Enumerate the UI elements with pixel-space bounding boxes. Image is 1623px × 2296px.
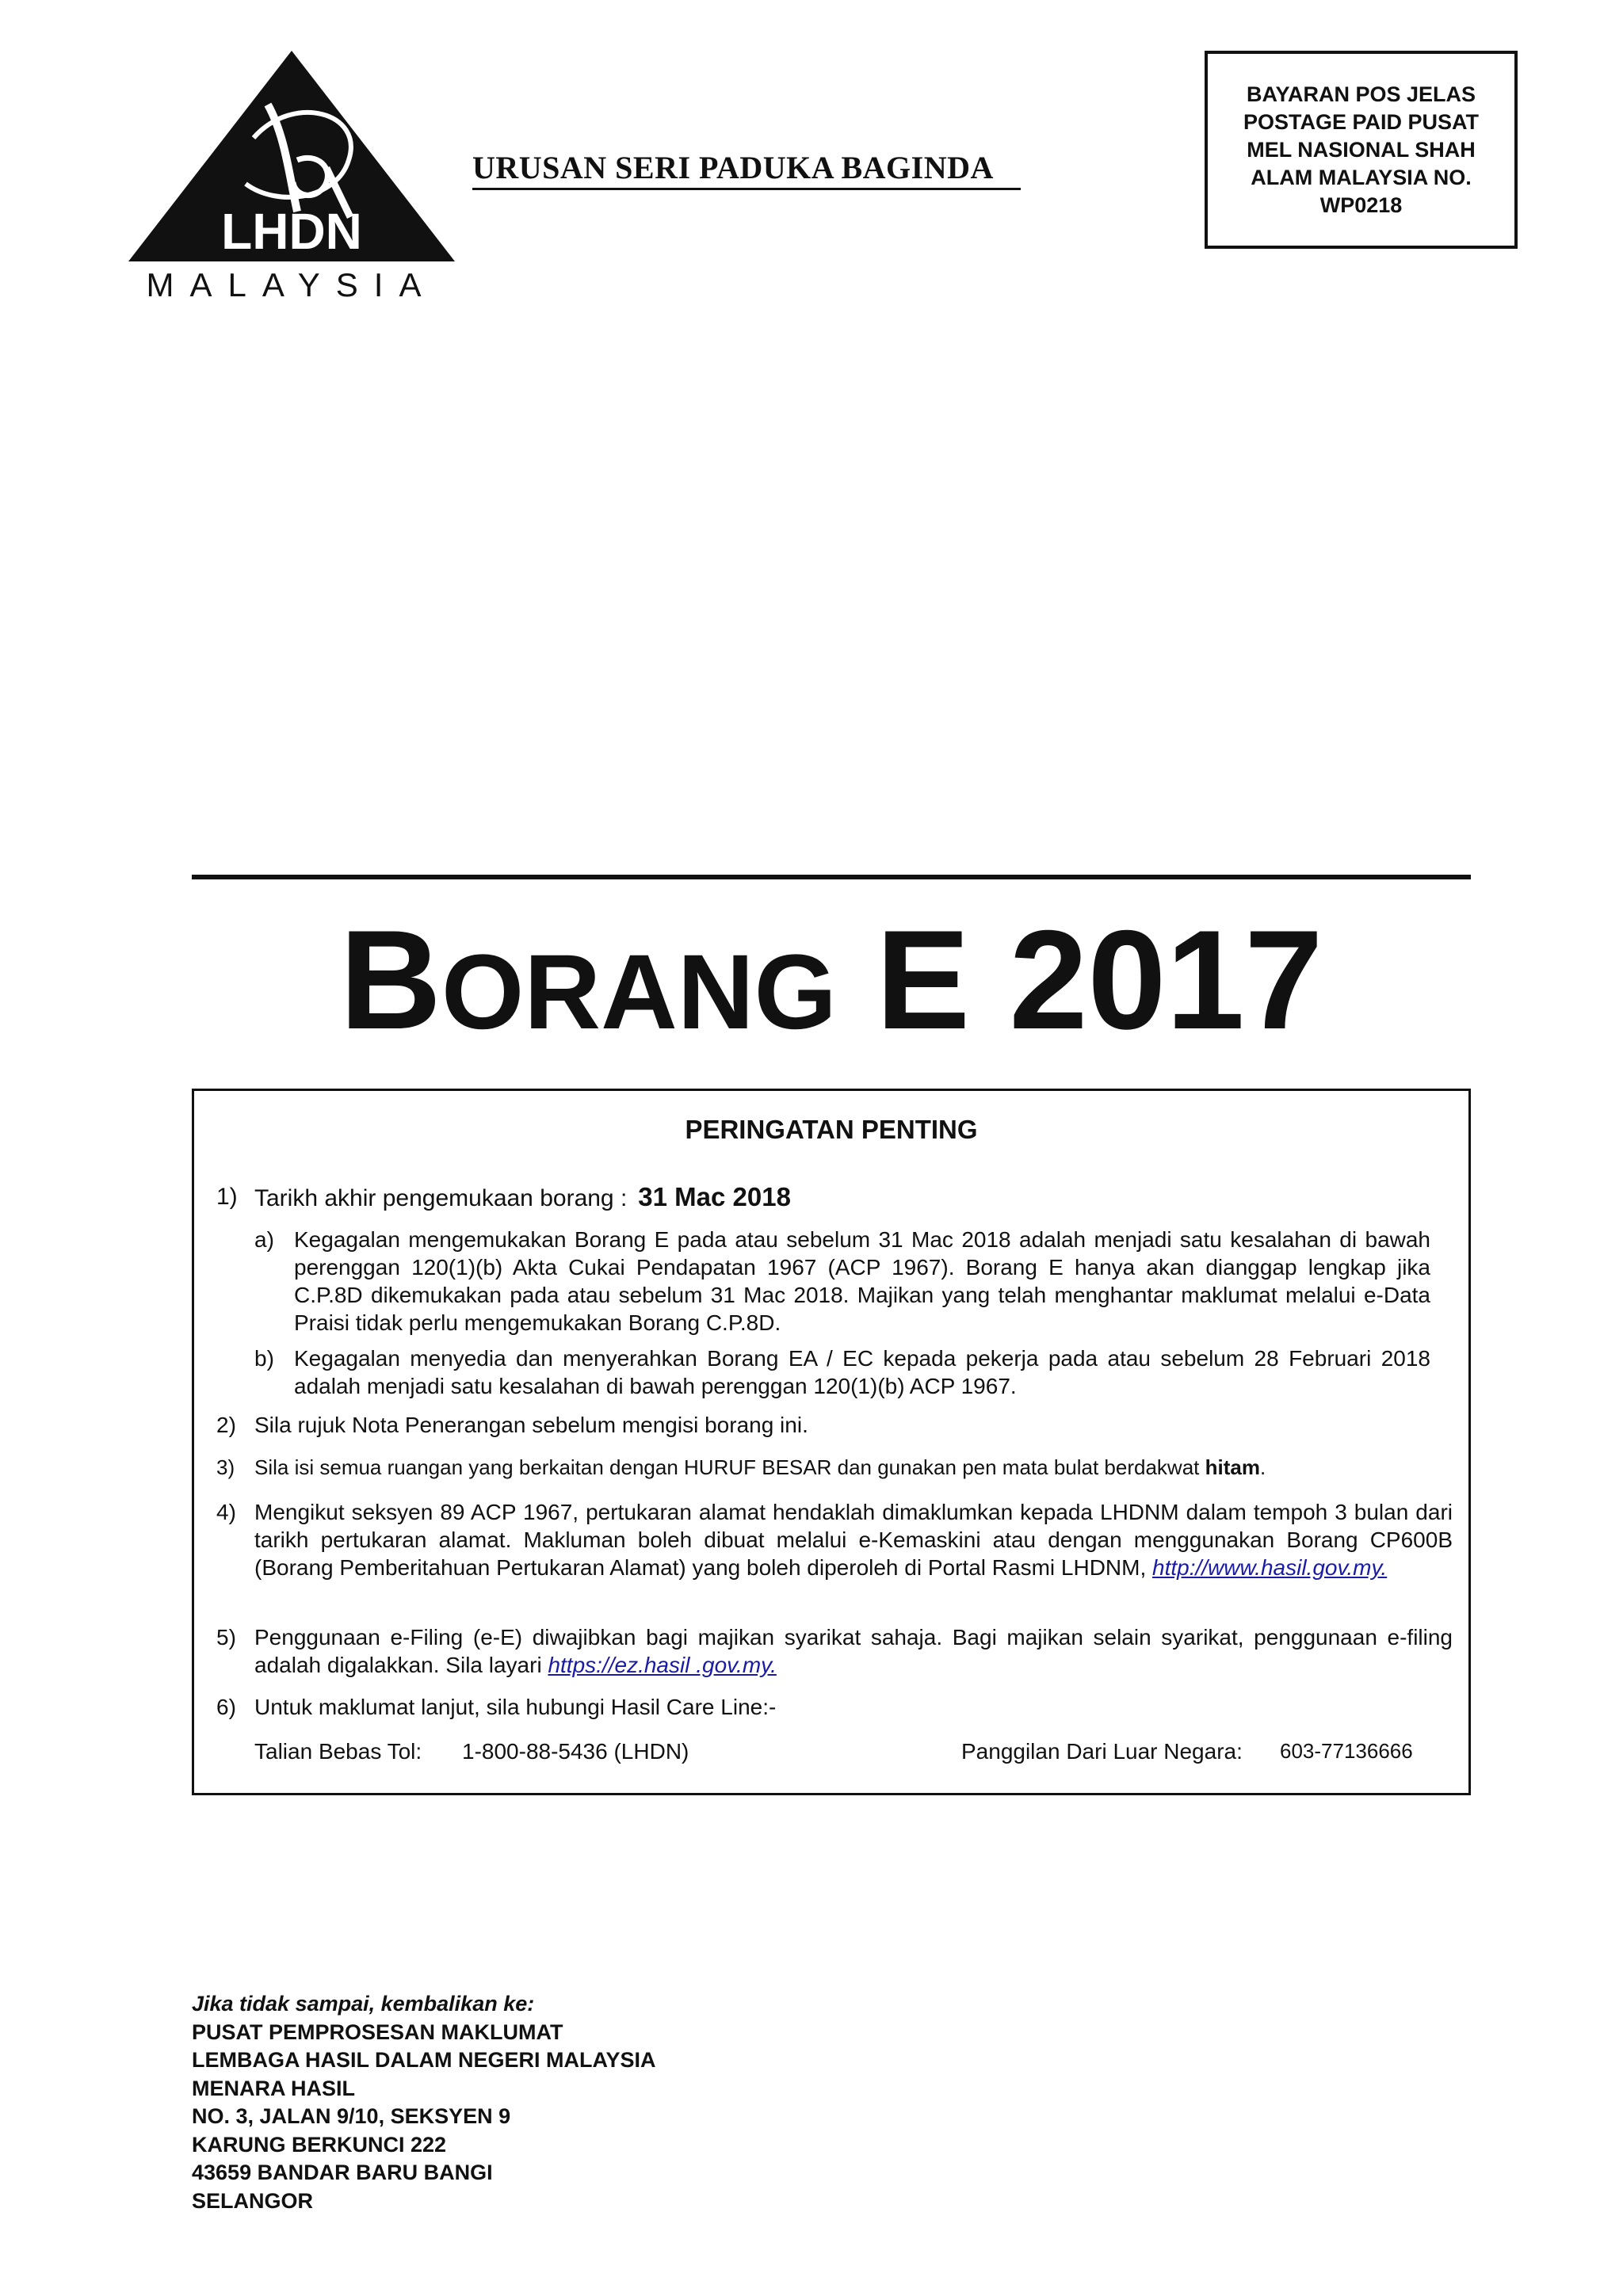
form-title-suffix: E 2017 (836, 901, 1323, 1058)
deadline-label: Tarikh akhir pengemukaan borang : (254, 1185, 628, 1211)
helpline-row (216, 1737, 1453, 1765)
title-divider (192, 875, 1471, 879)
form-title-smallcaps: ORANG (441, 933, 837, 1051)
notice-item-1a (254, 1226, 1430, 1337)
return-address-line: 43659 BANDAR BARU BANGI (192, 2161, 493, 2184)
notice-item-3 (216, 1454, 1453, 1482)
lhdn-logo (127, 49, 460, 303)
item-bold-text: hitam (1205, 1455, 1260, 1479)
item-text: Untuk maklumat lanjut, sila hubungi Hasil Care Line:- (254, 1695, 777, 1719)
form-title (192, 901, 1471, 1063)
sub-item-text: Kegagalan menyedia dan menyerahkan Borang EA / EC kepada pekerja pada atau sebelum 28 Februari 2018 adalah menjadi satu kesalahan di bawah perenggan 120(1)(b) ACP 1967. (294, 1346, 1430, 1398)
item-number: 5) (216, 1625, 236, 1650)
sub-item-letter: b) (254, 1346, 274, 1371)
logo-text: LHDN (221, 203, 362, 260)
efiling-link[interactable]: https://ez.hasil .gov.my. (548, 1653, 777, 1677)
return-address (192, 1990, 656, 2215)
notice-heading: PERINGATAN PENTING (685, 1115, 978, 1144)
postage-line: ALAM MALAYSIA NO. (1251, 165, 1472, 189)
service-title: URUSAN SERI PADUKA BAGINDA (472, 149, 1021, 190)
overseas-label: Panggilan Dari Luar Negara: (961, 1739, 1243, 1764)
portal-link[interactable]: http://www.hasil.gov.my. (1152, 1555, 1388, 1580)
postage-line: POSTAGE PAID PUSAT (1243, 109, 1480, 134)
item-text: Sila isi semua ruangan yang berkaitan dengan HURUF BESAR dan gunakan pen mata bulat berdakwat (254, 1455, 1205, 1479)
deadline-date: 31 Mac 2018 (638, 1182, 791, 1211)
item-number: 4) (216, 1500, 236, 1524)
lhdn-logo-emblem-icon (127, 49, 460, 303)
tollfree-number: 1-800-88-5436 (LHDN) (462, 1739, 689, 1764)
overseas-number: 603-77136666 (1280, 1739, 1413, 1763)
item-number: 2) (216, 1413, 236, 1437)
postage-line: BAYARAN POS JELAS (1246, 82, 1476, 106)
item-text: Mengikut seksyen 89 ACP 1967, pertukaran alamat hendaklah dimaklumkan kepada LHDNM dalam tempoh 3 bulan dari tarikh pertukaran alamat. Makluman boleh dibuat melalui e-Kemaskini atau dengan menggunakan Borang CP600B (Borang Pemberitahuan Pertukaran Alamat) yang boleh diperoleh di Portal Rasmi LHDNM, (254, 1500, 1453, 1580)
notice-item-1b (254, 1344, 1430, 1400)
return-address-line: LEMBAGA HASIL DALAM NEGERI MALAYSIA (192, 2048, 656, 2072)
sub-item-letter: a) (254, 1227, 274, 1252)
notice-item-6 (216, 1693, 1453, 1721)
notice-item-2 (216, 1411, 1453, 1439)
sub-item-text: Kegagalan mengemukakan Borang E pada atau sebelum 31 Mac 2018 adalah menjadi satu kesalahan di bawah perenggan 120(1)(b) Akta Cukai Pendapatan 1967 (ACP 1967). Borang E hanya akan dianggap lengkap jika C.P.8D dikemukakan pada atau sebelum 31 Mac 2018. Majikan yang telah menghantar maklumat melalui e-Data Praisi tidak perlu mengemukakan Borang C.P.8D. (294, 1227, 1430, 1335)
item-text-end: . (1259, 1455, 1266, 1479)
item-number: 6) (216, 1695, 236, 1719)
notice-item-1 (216, 1181, 1453, 1213)
item-number: 1) (216, 1184, 238, 1210)
postage-paid-box (1205, 51, 1518, 249)
form-title-initial: B (339, 901, 442, 1058)
item-text: Sila rujuk Nota Penerangan sebelum mengisi borang ini. (254, 1413, 808, 1437)
postage-line: MEL NASIONAL SHAH (1247, 137, 1476, 162)
return-address-line: NO. 3, JALAN 9/10, SEKSYEN 9 (192, 2104, 511, 2128)
logo-subtext: MALAYSIA (146, 266, 437, 303)
item-number: 3) (216, 1455, 235, 1479)
return-address-line: PUSAT PEMPROSESAN MAKLUMAT (192, 2019, 563, 2044)
return-address-line: SELANGOR (192, 2188, 314, 2213)
notice-item-5 (216, 1623, 1453, 1679)
tollfree-label: Talian Bebas Tol: (254, 1739, 422, 1764)
return-address-heading: Jika tidak sampai, kembalikan ke: (192, 1992, 535, 2016)
return-address-line: KARUNG BERKUNCI 222 (192, 2132, 447, 2157)
item-text: Penggunaan e-Filing (e-E) diwajibkan bagi majikan syarikat sahaja. Bagi majikan selain syarikat, penggunaan e-filing adalah digalakkan. Sila layari (254, 1625, 1453, 1677)
important-notice-box (192, 1089, 1471, 1795)
postage-line: WP0218 (1319, 193, 1403, 217)
return-address-line: MENARA HASIL (192, 2076, 355, 2100)
notice-item-4 (216, 1498, 1453, 1609)
